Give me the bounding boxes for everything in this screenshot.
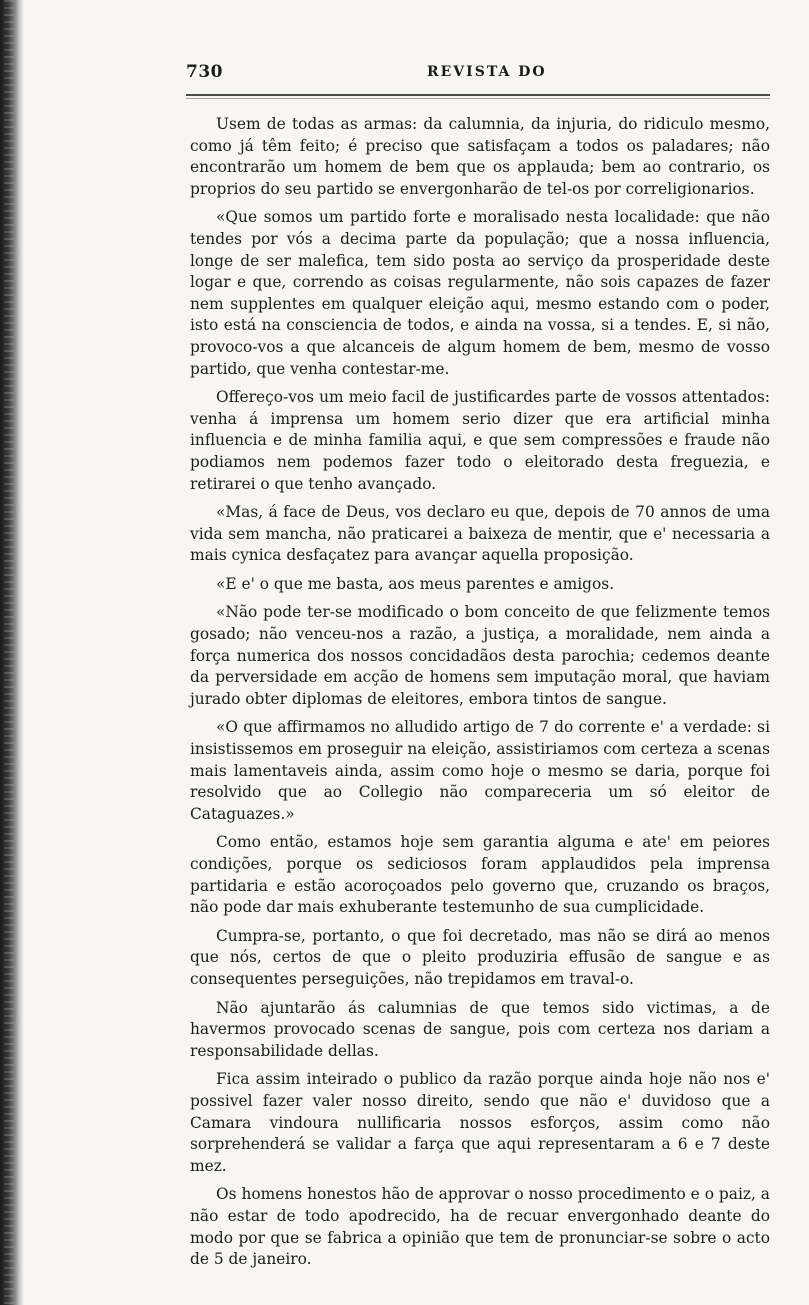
- page-number: 730: [186, 62, 223, 82]
- paragraph: «Mas, á face de Deus, vos declaro eu que, depois de 70 annos de uma vida sem mancha, não praticarei a baixeza de mentir, que e' necessaria a mais cynica desfaçatez para avançar aquella proposição.: [190, 503, 770, 565]
- paragraph: Não ajuntarão ás calumnias de que temos sido victimas, a de havermos provocado scenas de sangue, pois com certeza nos dariam a responsabilidade dellas.: [190, 998, 770, 1060]
- paragraph: Usem de todas as armas: da calumnia, da injuria, do ridiculo mesmo, como já têm feito; é preciso que satisfaçam a todos os paladares; não encontrarão um homem de bem que os applauda; bem ao contrario, os proprios do seu partido se envergonharão de tel-os por correligionarios.: [190, 115, 770, 198]
- paragraph: Os homens honestos hão de approvar o nosso procedimento e o paiz, a não estar de todo apodrecido, ha de recuar envergonhado deante do modo por que se fabrica a opinião que tem de pronunciar-se sobre o acto de 5 de janeiro.: [190, 1185, 770, 1269]
- paragraph: Offereço-vos um meio facil de justificardes parte de vossos attentados: venha á imprensa um homem serio dizer que era artificial minha influencia e de minha familia aqui, e que sem compressões e fraude não podiamos nem podemos fazer todo o eleitorado desta freguezia, e retirarei o que tenho avançado.: [190, 388, 770, 493]
- header-rule: [186, 94, 770, 96]
- article-body: [190, 114, 770, 1278]
- binding-edge-texture: [4, 0, 14, 1305]
- paragraph: «E e' o que me basta, aos meus parentes e amigos.: [216, 574, 615, 593]
- paragraph: Fica assim inteirado o publico da razão porque ainda hoje não nos e' possivel fazer valer nosso direito, sendo que não e' duvidoso que a Camara vindoura nullificaria nossos esforços, assim como não sorprehenderá se validar a farça que aqui representaram a 6 e 7 deste mez.: [190, 1070, 770, 1175]
- paragraph: Cumpra-se, portanto, o que foi decretado, mas não se dirá ao menos que nós, certos de que o pleito produziria effusão de sangue e as consequentes perseguições, não trepidamos em traval-o.: [190, 926, 770, 988]
- paragraph: «O que affirmamos no alludido artigo de 7 do corrente e' a verdade: si insistissemos em proseguir na eleição, assistiriamos com certeza a scenas mais lamentaveis ainda, assim como hoje o mesmo se daria, porque foi resolvido que ao Collegio não compareceria um só eleitor de Cataguazes.»: [190, 718, 770, 823]
- paragraph: Como então, estamos hoje sem garantia alguma e ate' em peiores condições, porque os sediciosos foram applaudidos pela imprensa partidaria e estão acoroçoados pelo governo que, cruzando os braços, não pode dar mais exhuberante testemunho de sua cumplicidade.: [190, 833, 770, 917]
- running-head: REVISTA DO: [427, 64, 547, 80]
- paragraph: «Não pode ter-se modificado o bom conceito de que felizmente temos gosado; não venceu-nos a razão, a justiça, a moralidade, nem ainda a força numerica dos nossos concidadãos desta parochia; cedemos deante da perversidade em acção de homens sem imputação moral, que haviam jurado obter diplomas de eleitores, embora tintos de sangue.: [190, 603, 770, 708]
- page-header: [186, 62, 776, 86]
- header-rule-secondary: [186, 98, 770, 99]
- paragraph: «Que somos um partido forte e moralisado nesta localidade: que não tendes por vós a decima parte da população; que a nossa influencia, longe de ser malefica, tem sido posta ao serviço da prosperidade deste logar e que, correndo as coisas regularmente, não sois capazes de fazer nem supplentes em qualquer eleição aqui, mesmo estando com o poder, isto está na consciencia de todos, e ainda na vossa, si a tendes. E, si não, provoco-vos a que alcanceis de algum homem de bem, mesmo de vosso partido, que venha contestar-me.: [190, 208, 770, 378]
